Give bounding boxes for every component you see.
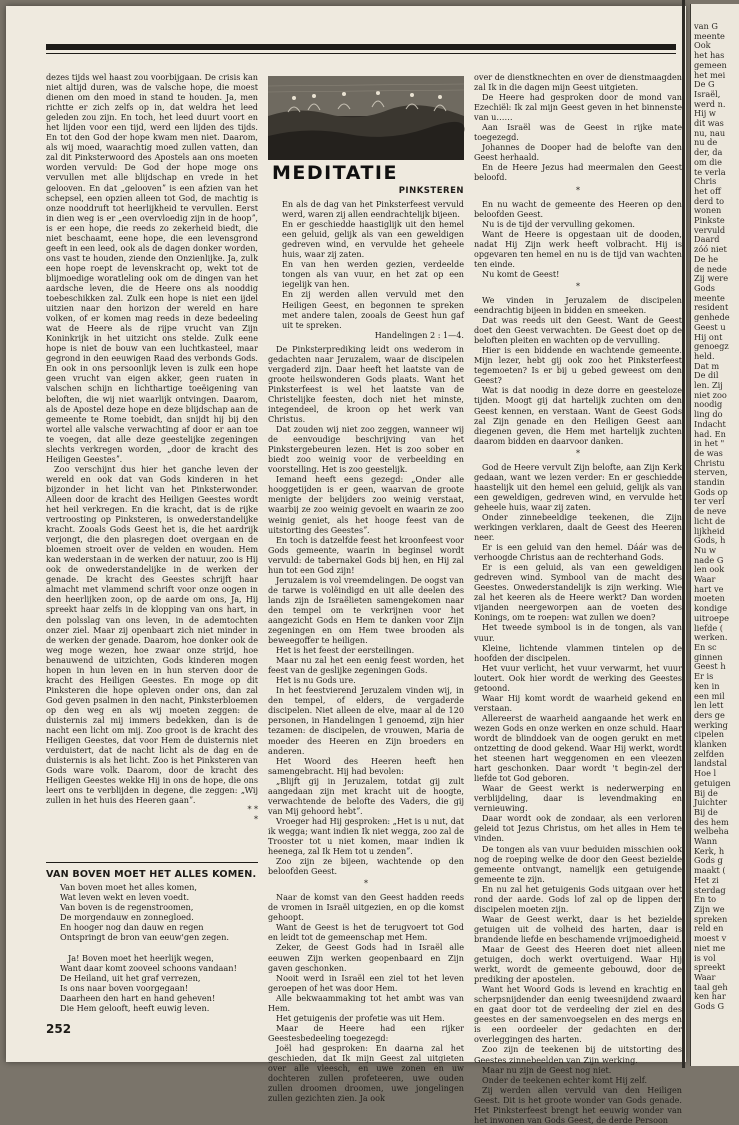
adjacent-page-fragment: ginnen [694,651,723,662]
scripture-verse: En zij werden allen vervuld met den Heiligen Geest, en begonnen te spreken met andere talen, zooals de Geest hun gaf uit te spreken. [282,289,464,330]
adjacent-page-fragment: uitroepe [694,612,729,623]
adjacent-page-fragment: vervuld [694,224,726,235]
adjacent-page-fragment: ken in [694,680,720,691]
poem-line: Ontspringt de bron van eeuw'gen zegen. [60,932,229,943]
adjacent-page-fragment: moeten [694,593,725,604]
adjacent-page-fragment: derd to [694,195,725,206]
adjacent-page-fragment: meente [694,30,725,41]
poem-line: Daarheen den hart en hand geheven! [60,992,216,1003]
column-right-paragraph: Maar de Geest des Heeren doet niet alleen getuigen, doch werkt overtuigend. Waar Hij werkt, wordt de gemeente gebouwd, door de prediking der apostelen. [474,943,682,985]
column-right-paragraph: En nu zal het getuigenis Gods uitgaan over het rond der aarde. Gods lof zal op de lippen der discipelen moeten zijn. [474,883,682,914]
column-middle-paragraph: Zoo zijn ze bijeen, wachtende op den beloofden Geest. [268,856,464,877]
column-right-paragraph: Waar Hij komt wordt de waarheid gekend en verstaan. [474,692,682,713]
column-middle [268,186,464,1103]
adjacent-page-fragment: liefde ( [694,622,723,633]
header-rule-thin [46,53,676,54]
adjacent-page-fragment: klanken [694,739,727,750]
column-right-paragraph: God de Heere vervult Zijn belofte, aan Zijn Kerk gedaan, want we lezen verder: En er geschiedde haastelijk uit den hemel een geluid, gelijk als van een geweldigen, gedreven wind, en vervulde het geheele huis, waar zij zaten. [474,461,682,512]
column-middle-paragraph: Nooit werd in Israël een ziel tot het leven geroepen of het was door Hem. [268,972,464,993]
adjacent-page-fragment: Nu w [694,544,717,555]
adjacent-page-fragment: genhede [694,312,730,323]
adjacent-page-fragment: Kerk, h [694,845,725,856]
adjacent-page-fragment: werking [694,719,728,730]
column-right-paragraph: Dat was reeds uit den Geest. Want de Geest doet den Geest verwachten. De Geest doet op de beloften pleiten en wachten op de vervulling. [474,315,682,346]
adjacent-page-fragment: Gods G [694,1001,725,1012]
adjacent-page-fragment: gemeen [694,59,727,70]
adjacent-page-fragment: Israël, [694,88,721,99]
separator-star: * [576,448,580,458]
adjacent-page-fragment: standin [694,477,725,488]
column-right-paragraph: Onder de teekenen echter komt Hij zelf. [482,1074,648,1085]
adjacent-page-fragment: En to [694,894,717,905]
adjacent-page-fragment: van G [694,21,718,31]
adjacent-page-fragment: noodig [694,399,723,410]
adjacent-page-edge [690,4,739,1066]
adjacent-page-fragment: het off [694,185,721,196]
adjacent-page-fragment: het mei [694,69,726,80]
poem-line: Die Hem gelooft, heeft euwig leven. [60,1003,210,1014]
column-right-paragraph: over de dienstknechten en over de dienstmaagden zal Ik in die dagen mijn Geest uitgieten. [474,72,682,93]
column-right-paragraph: Aan Israël was de Geest in rijke mate toegezegd. [474,122,682,143]
adjacent-page-fragment: Christu [694,457,725,468]
adjacent-page-fragment: Indacht [694,418,726,429]
column-right-paragraph: En nu wacht de gemeente des Heeren op den beloofden Geest. [474,198,682,219]
poem-line: Want daar komt zooveel schoons vandaan! [60,962,237,973]
column-right-paragraph: En de Heere Jezus had meermalen den Geest beloofd. [474,162,682,183]
adjacent-page-fragment: nu, nau [694,127,726,138]
column-middle-paragraph: Het is nu Gods ure. [276,675,356,686]
column-middle-paragraph: Het Woord des Heeren heeft hen samengebracht. Hij had bevolen: [268,755,464,776]
separator-star: * [576,281,580,291]
column-left-paragraph: Zoo verschijnt dus hier het ganche leven der wereld en ook dat van Gods kinderen in het bijzonder in het licht van het Pinksterwonder. Alleen door de kracht des Heiligen Geestes wordt het heil verkregen. En die kracht, dat is de rijke vertroosting op Pinksteren, is onwederstandelijke kracht. Zooals Gods Geest het is, die het aardrijk verjongt, die den plasregen doet overgaan en de bloemen stroeit over de velden en wouden. Hem kan wederstaan in de werken der natuur, zoo is Hij ook de onwederstandelijke in de werken der genade. De kracht des Geestes schrijft haar almacht met vlammend schrift voor onze oogen in den heerlijken zoon, op de aarde om ons, Ja, Hij spreekt haar zelfs in de klopping van ons hart, in den polsslag van ons leven, in de ademtochten onzer ziel. Maar zij openbaart zich niet minder in de werken der genade. Daarom, hoe donker ook de weg moge wezen, hoe zwaar onze strijd, hoe benauwend de uitzichten, Gods kinderen mogen hopen in hun leven en in hun sterven door de kracht des Heiligen Geestes. En moge op dit Pinksteren die hope opleven onder ons, dan zal God geven psalmen in den nacht, Pinksterbloemen op den weg en als wij moeten zeggen: de duisternis zal mij immers bedekken, dan is de nacht een licht om mij. Zoo groot is de kracht des Heiligen Geestes, dat voor Hem de duisternis niet verduistert, dat de nacht licht als de dag en de duisternis is als het licht. Zoo is het Pinksteren van Gods ware volk. Daarom, door de kracht des Heiligen Geestes wekke Hij in ons de hope, die ons leert ons te verblijden in degene, die zeggen: „Wij zullen in het huis des Heeren gaanˮ. [46,463,258,806]
adjacent-page-fragment: dit was [694,118,724,129]
adjacent-page-fragment: Zijn we [694,903,725,914]
adjacent-page-fragment: len lett [694,700,724,711]
adjacent-page-fragment: genoegz [694,341,729,352]
column-right-paragraph: Zij werden allen vervuld van den Heiligen Geest. Dit is het groote wonder van Gods genade. Het Pinksterfeest brengt het eeuwig wonder van het inwonen van Gods Geest, de derde Persoon [474,1084,682,1125]
column-right-paragraph: Wat is dat noodig in deze dorre en geesteloze tijden. Moogt gij dat hartelijk zuchten om den Geest kennen, en verstaan. Want de Geest Gods zal Zijn genade en den Heiligen Geest aan diegenen geven, die Hem met hartelijk zuchten daarom bidden en daarvoor danken. [474,385,682,446]
poem-line: Van boven is de regenstroomen, [60,902,194,913]
column-right-paragraph: Johannes de Dooper had de belofte van den Geest herhaald. [474,142,682,163]
column-middle-paragraph: Joël had gesproken: En daarna zal het geschieden, dat Ik mijn Geest zal uitgieten over alle vleesch, en uwe zonen en uw dochteren zullen profeteeren, uwe ouden zullen droomen droomen, uwe jongelingen zullen gezichten zien. Ja ook [268,1042,464,1104]
adjacent-page-fragment: nu de [694,137,718,148]
adjacent-page-fragment: Dat m [694,360,720,371]
adjacent-page-fragment: kondige [694,603,728,614]
column-right-paragraph: De tongen als van vuur beduiden misschien ook nog de roeping welke de door den Geest bezielde gemeente ontvangt, namelijk een getuigende gemeente te zijn. [474,843,682,884]
scripture-verse: En van hen werden gezien, verdeelde tongen als van vuur, en het zat op een iegelijk van hen. [282,259,464,290]
adjacent-page-fragment: Chris [694,176,717,187]
column-middle-paragraph: Jeruzalem is vol vreemdelingen. De oogst van de tarwe is volëindigd en uit alle deelen des lands zijn de Israëlieten samengekomen naar den tempel om te verkrijnen voor het aangezicht Gods en Hem te danken voor Zijn zegeningen en om Hem twee brooden als beweegoffer te heiligen. [268,574,464,646]
adjacent-page-fragment: welbeha [694,826,729,837]
adjacent-page-fragment: getuigen [694,777,731,788]
separator-star: * [576,185,580,195]
adjacent-page-fragment: der, da [694,147,723,158]
column-right-paragraph: Hier is een biddende en wachtende gemeente. Mijn lezer, hebt gij ook zoo het Pinksterfeest tegemoeten? Is er bij u gebed geweest om den Geest? [474,345,682,386]
adjacent-page-fragment: Zij were [694,273,729,284]
adjacent-page-fragment: Gods op [694,486,728,497]
adjacent-page-fragment: Geest h [694,661,726,672]
poem-line: De morgendauw en zonnegloed. [60,912,194,923]
adjacent-page-fragment: wonen [694,205,722,216]
poem-box [46,862,258,1013]
column-middle-paragraph: Het is het feest der eersteilingen. [276,645,415,656]
adjacent-page-fragment: ling do [694,409,723,420]
adjacent-page-fragment: De he [694,253,719,264]
poem-line: Ja! Boven moet het heerlijk wegen, [68,952,214,963]
separator-stars: * * * [247,805,258,825]
poem-line: Van boven moet het alles komen, [60,882,198,892]
adjacent-page-fragment: hart ve [694,583,724,594]
adjacent-page-fragment: nade G [694,554,724,565]
adjacent-page-fragment: licht de [694,515,726,526]
scripture-verse: En er geschiedde haastiglijk uit den hemel een geluid, gelijk als van een geweldigen gedreven wind, en vervulde het geheele huis, waar zij zaten. [282,219,464,260]
adjacent-page-fragment: Wann [694,836,718,847]
adjacent-page-fragment: het has [694,50,725,61]
adjacent-page-fragment: Hij w [694,108,716,119]
adjacent-page-fragment: len ook [694,564,725,575]
adjacent-page-fragment: moest v [694,933,727,944]
adjacent-page-fragment: ter verl [694,496,725,507]
section-heading: PINKSTEREN [398,186,464,196]
adjacent-page-fragment: landstal [694,758,728,769]
adjacent-page-fragment: niet me [694,942,726,953]
page-number: 252 [46,1022,72,1036]
scripture-quote [268,199,464,340]
adjacent-page-fragment: Waar [694,574,716,585]
column-middle-paragraph: Het getuigenis der profetie was uit Hem. [276,1012,445,1023]
adjacent-page-fragment: maakt ( [694,865,726,876]
adjacent-page-fragment: ders ge [694,709,725,720]
adjacent-page-fragment: werd n. [694,98,726,109]
adjacent-page-fragment: Waar [694,971,716,982]
adjacent-page-fragment: des hem [694,816,729,827]
column-right-paragraph: Het vuur verlicht, het vuur verwarmt, het vuur loutert. Ook hier wordt de werking des Geestes getoond. [474,662,682,693]
adjacent-page-fragment: cipelen [694,729,725,740]
meditation-title: MEDITATIE [272,162,398,184]
column-left [46,72,258,826]
adjacent-page-fragment: len. Zij [694,380,723,391]
adjacent-page-fragment: te verla [694,166,726,177]
adjacent-page-fragment: reld en [694,923,724,934]
adjacent-page-fragment: Pinkste [694,215,725,226]
column-middle-paragraph: Maar de Heere had een rijker Geestesbedeeling toegezegd: [268,1022,464,1043]
scripture-verse: En als de dag van het Pinksterfeest vervuld werd, waren zij allen eendrachtelijk bijeen. [282,199,464,220]
column-middle-paragraph: Maar nu zal het een eenig feest worden, het feest van de geslijke zegeningen Gods. [268,655,464,676]
adjacent-page-fragment: werken. [694,632,728,643]
column-right-paragraph: Nu komt de Geest! [482,268,560,279]
page-gutter [682,0,685,1068]
adjacent-page-fragment: Geest u [694,321,726,332]
adjacent-page-fragment: in het " [694,438,725,449]
scripture-reference: Handelingen 2 : 1—4. [374,329,464,340]
adjacent-page-fragment: Bij de [694,806,718,817]
adjacent-page-fragment: Gods g [694,855,723,866]
column-right-paragraph: Allereerst de waarheid aangaande het werk en wezen Gods en onze werken en onze schuld. Haar wordt de blinddoek van de oogen gerukt en met ontzetting de dood gekend. Waar Hij werkt, wordt het steenen hart weggenomen en een vleezen hart geschonken. Daar wordt 't begin-zel der liefde tot God geboren. [474,712,682,784]
column-middle-paragraph: Alle bekwaammaking tot het ambt was van Hem. [268,992,464,1013]
adjacent-page-fragment: Daard [694,234,720,245]
column-right-paragraph: Onder zinnebeeldige teekenen, die Zijn werkingen verklaren, daalt de Geest des Heeren neer. [474,511,682,543]
column-middle-paragraph: Want de Geest is het de terugvoert tot God en leidt tot de gemeenschap met Hem. [268,922,464,943]
poem-line: De Heiland, uit het graf verrezen, [60,972,201,983]
column-right-paragraph: We vinden in Jeruzalem de discipelen eendrachtig bijeen in bidden en smeeken. [474,294,682,316]
column-left-paragraph: dezes tijds wel haast zou voorbijgaan. De crisis kan niet altijd duren, was de valsche hope, die moest dienen om den moed in stand te houden. Ja, men richtte er zich zelfs op in, dat weldra het leed geleden zou zijn. En toch, het leed duurt voort en het lijden voor een tijd, werd een lijden des tijds. En tot den God der hope kwam men niet. Daarom, als wij moed, waarachtig moed zullen vatten, dan zal dit Pinksterwoord des Apostels aan ons moeten worden vervuld: De God der hope moge ons vervullen met alle blijdschap en vrede in het gelooven. En dat „geloovenˮ is een afzien van het schepsel, een opzien alleen tot God, de machtig is onze nooddruft tot heerlijkheid te vervullen. Eerst in dien weg is er „een overvloedig zijn in de hoopˮ, is er een hope, die reeds zo zekerheid biedt, die niet beschaamt, eene hope, die een levensgrond geeft in een leed, ook als de dagen donker worden, ons vast te houden, ziende den Onzienlijke. Ja, zulk een hope roept de levenskracht op, wekt tot de blijmoedige woratleling ook om de dingen van het aardsche leven, die de Heere ons als nooddig toebeschikken zal. Zulk een hope is niet een ijdel uitzien naar den horizon der wereld en hare volken, of er komen mag reeds in deze bedeeling wat de Heere als de rijpe vrucht van Zijn Koninkrijk in het uitzicht ons stelde. Zulk eene hope is niet de bouw van een luchtkasteel, maar gegrond in den eeuwigen Raad des verbonds Gods. En ook in ons persoonlijk leven is zulk een hope geen vrucht van eigen akker, geen ruaten in valschen schijn en lichthartige toeëigening van beloften, die wij niet waarlijk ontvingen. Daarom, als de Apostel deze hope en deze blijdschap aan de gemeente te Rome toebidt, dan snijdt hij bij den wortel alle valsche verwachting af door er aan toe te voegen, dat alle deze geestelijke zegeningen slechts verkregen worden, „door de kracht des Heiligen Geestesˮ. [46,72,258,464]
adjacent-page-fragment: sterdag [694,884,726,895]
adjacent-page-fragment: een mil [694,690,725,701]
adjacent-page-fragment: meente [694,292,725,303]
column-right-paragraph: Er is een geluid, als van een geweldigen gedreven wind. Symbool van de macht des Geestes. Onwederstandelijk is zijn werking. Wie zal het keeren als de Heere werkt? Dan worden vijanden neergeworpen aan de voeten des Konings, om te roepen: wat zullen we doen? [474,562,682,623]
adjacent-page-fragment: resident [694,302,729,313]
separator-star: * [364,879,368,889]
adjacent-page-fragment: Hij ont [694,331,723,342]
column-right-paragraph: Kleine, lichtende vlammen tintelen op de hoofden der discipelen. [474,642,682,663]
column-middle-paragraph: En toch is datzelfde feest het kroonfeest voor Gods gemeente, waarin in beginsel wordt vervuld: de tabernakel Gods bij hen, en Hij zal hun tot een God zijn! [268,534,464,575]
adjacent-page-fragment: spreekt [694,962,726,973]
poem-line: En hooger nog dan dauw en regen [60,922,204,933]
column-middle-paragraph: Vroeger had Hij gesproken: „Het is u nut, dat ik wegga; want indien Ik niet wegga, zoo zal de Trooster tot u niet komen, maar indien ik heenega, zal Ik Hem tot u zendenˮ. [268,815,464,857]
column-right-paragraph: Daar wordt ook de zondaar, als een verloren geleid tot Jezus Christus, om het alles in Hem te vinden. [474,813,682,844]
adjacent-page-fragment: de nede [694,263,727,274]
column-right-paragraph: Maar nu zijn de Geest nog niet. [482,1064,612,1075]
adjacent-page-fragment: de was [694,447,723,458]
adjacent-page-fragment: had. En [694,428,726,439]
column-right [474,72,682,1125]
adjacent-page-fragment: Ook [694,40,711,51]
column-middle-paragraph: Dat zouden wij niet zoo zeggen, wanneer wij de eenvoudige beschrijving van het Pinkstergebeuren lezen. Het is zoo sober en biedt zoo weinig voor de verbeelding en voorstelling. Het is zoo geestelijk. [268,424,464,475]
adjacent-page-fragment: spreken [694,913,728,924]
adjacent-page-fragment: zelfden [694,748,725,759]
adjacent-page-fragment: sterven, [694,467,728,478]
adjacent-page-fragment: taal geh [694,981,728,992]
adjacent-page-text [691,4,739,1012]
column-middle-paragraph: „Blijft gij in Jeruzalem, totdat gij zult aangedaan zijn met kracht uit de hoogte, verwachtende de belofte des Vaders, die gij van Mij gehoord hebtˮ. [268,775,464,816]
adjacent-page-fragment: Bij de [694,787,718,798]
adjacent-page-fragment: om die [694,156,723,167]
adjacent-page-fragment: Gods, h [694,535,726,546]
adjacent-page-fragment: is vol [694,952,716,963]
column-right-paragraph: Want de Heere is opgestaan uit de dooden, nadat Hij Zijn werk heeft volbracht. Hij is opgevaren ten hemel en nu is de tijd van wachten ten einde. [474,228,682,269]
column-middle-paragraph: De Pinksterprediking leidt ons wederom in gedachten naar Jeruzalem, waar de discipelen vergaderd zijn. Daar heeft het laatste van de groote heilswonderen Gods plaats. Want het Pinksterfeest is wel het laatste van de Christelijke feesten, doch niet het minste, integendeel, de kroon op het werk van Christus. [268,343,464,425]
adjacent-page-fragment: De G [694,79,715,90]
column-middle-paragraph: Zeker, de Geest Gods had in Israël alle eeuwen Zijn werken geopenbaard en Zijn gaven geschonken. [268,942,464,973]
adjacent-page-fragment: En sc [694,642,717,652]
poem-line: Is ons naar boven voorgegaan! [60,982,189,993]
column-right-paragraph: Nu is de tijd der vervulling gekomen. [482,218,635,229]
adjacent-page-fragment: niet zoo [694,389,727,400]
column-right-paragraph: Waar de Geest werkt, daar is het bezielde getuigen uit de volheid des harten, daar is brandende liefde en beschamende vrijmoedigheid. [474,913,682,944]
adjacent-page-fragment: Het zi [694,874,719,885]
column-middle-paragraph: Iemand heeft eens gezegd: „Onder alle hooggetijden is er geen, waarvan de groote menigte der belijders zoo weinig verstaat, waarbij ze zoo weinig gevoelt en waarin ze zoo weinig geniet, als het hooge feest van de uitstorting des Geestesˮ. [268,474,464,535]
pentecost-illustration [268,76,464,160]
adjacent-page-fragment: de neve [694,506,727,517]
poem-line: Wat leven wekt en leven voedt. [60,892,190,903]
poem-title: VAN BOVEN MOET HET ALLES KOMEN. [46,869,257,880]
column-middle-paragraph: Naar de komst van den Geest hadden reeds de vromen in Israël uitgezien, en op die komst gehoopt. [268,892,464,923]
adjacent-page-fragment: lijkheid [694,525,725,536]
stanza-gap [46,943,258,951]
column-right-paragraph: Zoo zijn de teekenen bij de uitstorting des Geestes zinnebeelden van Zijn werking. [474,1044,682,1065]
adjacent-page-fragment: Er is [694,671,714,682]
adjacent-page-fragment: Hoe l [694,768,717,779]
column-right-paragraph: Het tweede symbool is in de tongen, als van vuur. [474,622,682,643]
adjacent-page-fragment: zóó niet [694,244,727,255]
column-right-paragraph: Want het Woord Gods is levend en krachtig en scherpsnijdender dan eenig tweesnijdend zwaard en gaat door tot de verdeeling der ziel en des geestes en der samenvoegselen en des mergs en is een oordeeler der gedachten en der overleggingen des harten. [474,984,682,1045]
column-right-paragraph: De Heere had gesproken door de mond van Ezechiël: Ik zal mijn Geest geven in het binnenste van u…… [474,92,682,123]
column-middle-paragraph: In het feestvierend Jeruzalem vinden wij, in den tempel, of elders, de vergaderde discipelen. Niet alleen de elve, maar al de 120 personen, in Handelingen 1 genoemd, zijn hier tezamen: de discipelen, de vrouwen, Maria de moeder des Heeren en Zijn broeders en anderen. [268,685,464,756]
column-right-paragraph: Waar de Geest werkt is nederwerping en verblijdeling, daar is levendmaking en vernieuwing. [474,783,682,814]
adjacent-page-fragment: held. [694,350,715,361]
column-right-paragraph: Er is een geluid van den hemel. Dáár was de verhoogde Christus aan de rechterhand Gods. [474,542,682,563]
header-rule-thick [46,44,676,50]
adjacent-page-fragment: De dil [694,370,719,381]
poem-stanza-2 [46,953,258,1014]
adjacent-page-fragment: Juichter [694,797,728,808]
poem-stanza-1 [46,882,258,943]
adjacent-page-fragment: Gods [694,282,715,293]
meditation-header [268,76,464,196]
document-page [6,6,686,1125]
adjacent-page-fragment: ken har [694,991,726,1002]
